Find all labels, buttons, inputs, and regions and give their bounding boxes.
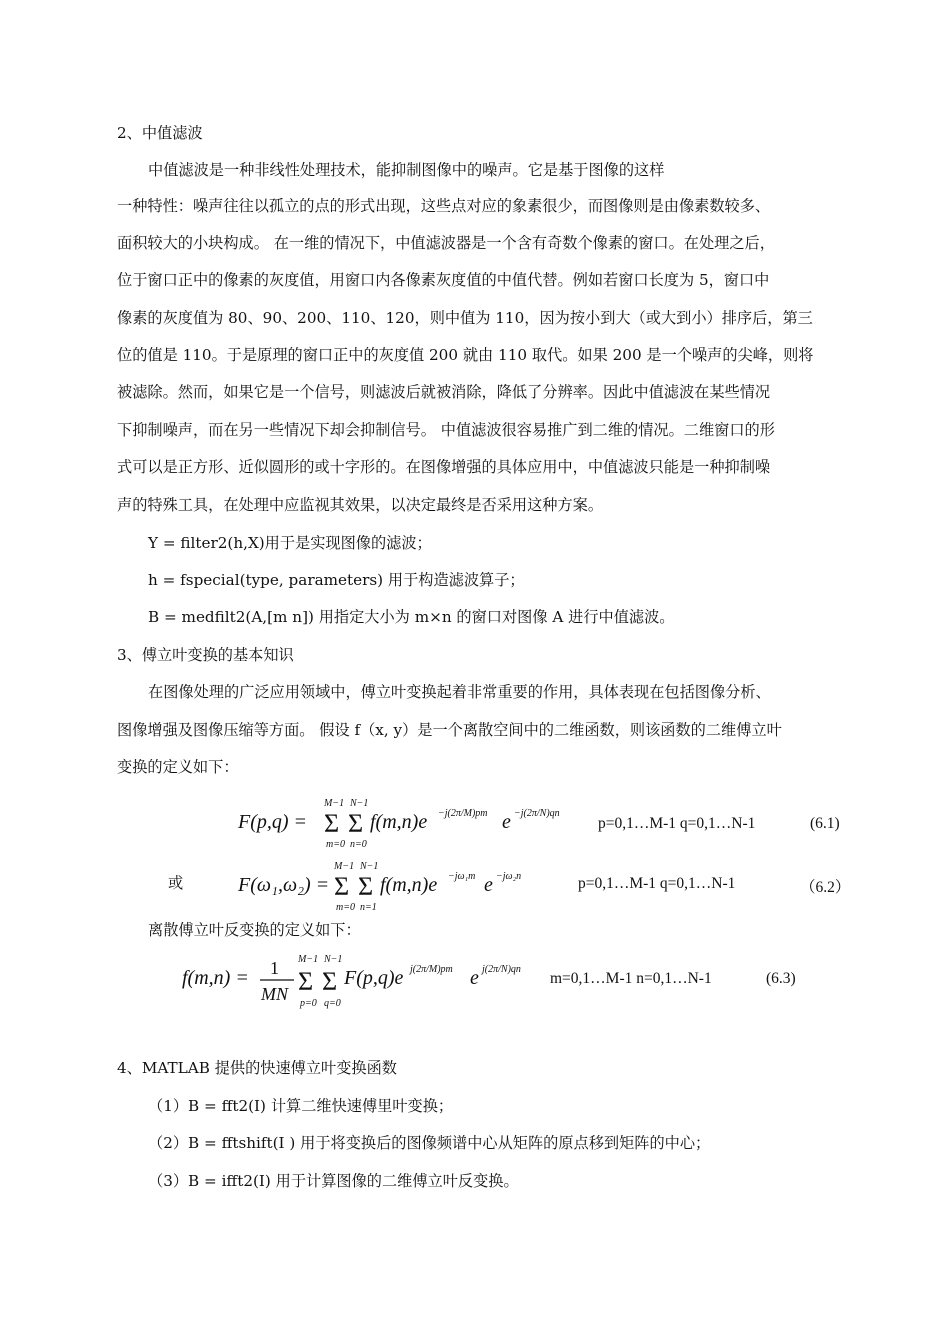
eq2-exp2: −jω₂n [496, 871, 522, 882]
eq2-sum2-bot: n=1 [360, 902, 377, 913]
eq1-sigma2: Σ [348, 809, 364, 838]
eq3-sum1-top: M−1 [298, 954, 319, 965]
paragraph-line: 声的特殊工具，在处理中应监视其效果，以决定最终是否采用这种方案。 [117, 496, 603, 514]
eq1-sum1-bot: m=0 [326, 839, 345, 850]
eq2-sigma2: Σ [358, 872, 374, 901]
eq1-sigma1: Σ [324, 809, 340, 838]
paragraph-line: 下抑制噪声，而在另一些情况下却会抑制信号。 中值滤波很容易推广到二维的情况。二维窗口的形 [117, 421, 775, 439]
function-fspecial: h = fspecial(type, parameters) 用于构造滤波算子； [148, 571, 525, 589]
paragraph-line: 面积较大的小块构成。 在一维的情况下，中值滤波器是一个含有奇数个像素的窗口。在处理之后， [117, 234, 775, 252]
eq2-sum1-bot: m=0 [336, 902, 355, 913]
eq3-sum1-bot: p=0 [300, 998, 317, 1009]
eq1-exp2: −j(2π/N)qn [514, 808, 560, 819]
eq1-e2: e [502, 811, 511, 833]
inverse-label: 离散傅立叶反变换的定义如下： [148, 921, 361, 939]
eq3-sum2-top: N−1 [324, 954, 343, 965]
eq3-sigma2: Σ [322, 967, 338, 996]
paragraph-line: 像素的灰度值为 80、90、200、110、120，则中值为 110，因为按小到大（或大到小）排序后，第三 [117, 309, 813, 327]
eq1-body: f(m,n)e [370, 811, 428, 833]
section-heading-fourier: 3、傅立叶变换的基本知识 [117, 646, 294, 664]
eq3-e2: e [470, 967, 479, 989]
eq3-exp1: j(2π/M)pm [410, 964, 453, 975]
paragraph-line: 中值滤波是一种非线性处理技术，能抑制图像中的噪声。它是基于图像的这样 [148, 161, 665, 179]
eq2-sum2-top: N−1 [360, 861, 379, 872]
eq3-lhs: f(m,n) = [182, 967, 249, 989]
eq1-sum2-top: N−1 [350, 798, 369, 809]
paragraph-line: 被滤除。然而，如果它是一个信号，则滤波后就被消除，降低了分辨率。因此中值滤波在某些情况 [117, 383, 771, 401]
eq1-lhs: F(p,q) = [238, 811, 308, 833]
function-filter2: Y = filter2(h,X)用于是实现图像的滤波； [148, 534, 432, 552]
eq1-number: (6.1) [810, 815, 840, 832]
paragraph-line: 式可以是正方形、近似圆形的或十字形的。在图像增强的具体应用中，中值滤波只能是一种抑制噪 [117, 458, 771, 476]
equation-6-3 [178, 950, 550, 1010]
paragraph-line: 位于窗口正中的像素的灰度值，用窗口内各像素灰度值的中值代替。例如若窗口长度为 5，窗口中 [117, 271, 770, 289]
equation-6-2 [230, 855, 560, 913]
eq3-sum2-bot: q=0 [324, 998, 341, 1009]
paragraph-line: 位的值是 110。于是原理的窗口正中的灰度值 200 就由 110 取代。如果 200 是一个噪声的尖峰，则将 [117, 346, 814, 364]
section-heading-matlab: 4、MATLAB 提供的快速傅立叶变换函数 [117, 1059, 397, 1077]
eq2-lhs: F(ω₁,ω₂) = [238, 874, 330, 896]
equation-6-1 [230, 792, 610, 850]
eq2-e2: e [484, 874, 493, 896]
eq2-sigma1: Σ [334, 872, 350, 901]
eq1-sum2-bot: n=0 [350, 839, 367, 850]
eq2-range: p=0,1…M-1 q=0,1…N-1 [578, 875, 736, 892]
eq2-body: f(m,n)e [380, 874, 438, 896]
paragraph-line: 一种特性：噪声往往以孤立的点的形式出现，这些点对应的象素很少，而图像则是由像素数较多、 [117, 197, 771, 215]
list-item: （2）B = fftshift(I ) 用于将变换后的图像频谱中心从矩阵的原点移到矩阵的中心； [148, 1134, 711, 1152]
eq3-sigma1: Σ [298, 967, 314, 996]
eq3-frac-den: MN [261, 984, 288, 1004]
eq2-number: （6.2） [800, 879, 851, 896]
eq3-number: (6.3) [766, 970, 796, 987]
eq1-sum1-top: M−1 [324, 798, 345, 809]
eq3-exp2: j(2π/N)qn [482, 964, 521, 975]
eq3-frac-num: 1 [270, 958, 279, 978]
paragraph-line: 图像增强及图像压缩等方面。 假设 f（x, y）是一个离散空间中的二维函数，则该函数的二维傅立叶 [117, 721, 782, 739]
eq1-exp1: −j(2π/M)pm [438, 808, 488, 819]
list-item: （1）B = fft2(I) 计算二维快速傅里叶变换； [148, 1097, 454, 1115]
eq1-range: p=0,1…M-1 q=0,1…N-1 [598, 815, 756, 832]
function-medfilt2: B = medfilt2(A,[m n]) 用指定大小为 m×n 的窗口对图像 A 进行中值滤波。 [148, 608, 675, 626]
section-heading-median-filter: 2、中值滤波 [117, 124, 203, 142]
eq2-sum1-top: M−1 [334, 861, 355, 872]
eq3-range: m=0,1…M-1 n=0,1…N-1 [550, 970, 712, 987]
eq2-exp1: −jω₁m [448, 871, 476, 882]
eq3-body: F(p,q)e [344, 967, 404, 989]
paragraph-line: 在图像处理的广泛应用领域中，傅立叶变换起着非常重要的作用，具体表现在包括图像分析、 [148, 683, 771, 701]
list-item: （3）B = ifft2(I) 用于计算图像的二维傅立叶反变换。 [148, 1172, 519, 1190]
or-label: 或 [168, 874, 184, 892]
paragraph-line: 变换的定义如下： [117, 758, 239, 776]
